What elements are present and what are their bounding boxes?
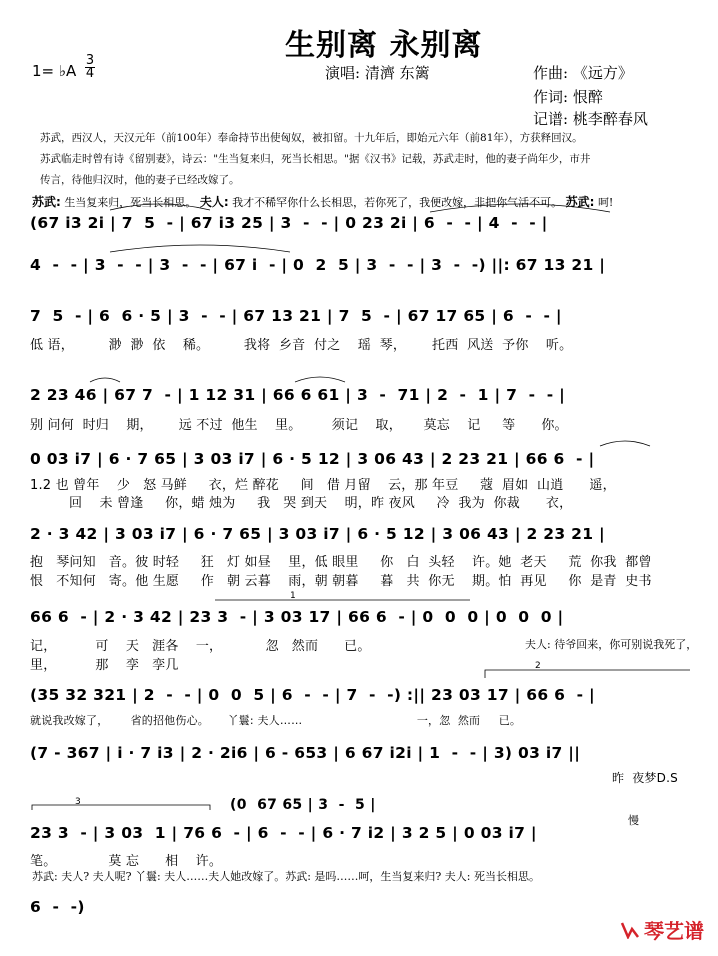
slow-mark: 慢 [628, 814, 639, 827]
transcriber-credit: 记谱: 桃李醉春风 [533, 110, 648, 128]
logo-text: 琴艺谱 [644, 919, 704, 943]
intro-line-3: 传言，待他归汉时，他的妻子已经改嫁了。 [40, 174, 240, 186]
score-line-4: 2 23 46 | 67 7 - | 1 12 31 | 66 6 61 | 3 - 71 | 2 - 1 | 7 - - | [30, 386, 566, 404]
key-signature: 1= ♭A [32, 62, 77, 80]
intro-line-1: 苏武，西汉人，天汉元年（前100年）奉命持节出使匈奴，被扣留。十九年后，即始元六年（前81年），方获释回汉。 [40, 132, 583, 144]
time-bottom: 4 [85, 66, 95, 81]
lyric-line-5b: 回 未 曾逢 你，蜡 烛为 我 哭 到天 明，昨 夜风 冷 我为 你裁 衣， [30, 496, 573, 511]
lyric-line-7b: 里， 那 孪 孪几 [30, 658, 179, 673]
lyric-line-6b: 恨 不知何 寄。他 生愿 作 朝 云暮 雨，朝 朝暮 暮 共 你无 期。怕 再见 你 是青 史书 [30, 574, 652, 589]
composer-credit: 作曲: 《远方》 [533, 64, 633, 82]
time-top: 3 [85, 53, 95, 68]
logo-icon [620, 921, 640, 939]
score-line-3: 7 5 - | 6 6 · 5 | 3 - - | 67 13 21 | 7 5 - | 67 17 65 | 6 - - | [30, 307, 562, 325]
score-line-2: 4 - - | 3 - - | 3 - - | 67 i - | 0 2 5 | 3 - - | 3 - -) ||: 67 13 21 | [30, 256, 606, 274]
speaker-suwu: 苏武: [32, 195, 61, 209]
score-line-7: 66 6 - | 2 · 3 42 | 23 3 - | 3 03 17 | 66 6 - | 0 0 0 | 0 0 0 | [30, 608, 564, 626]
score-line-5: 0 03 i7 | 6 · 7 65 | 3 03 i7 | 6 · 5 12 | 3 06 43 | 2 23 21 | 66 6 - | [30, 450, 595, 468]
score-line-1: (67 i3 2i | 7 5 - | 67 i3 25 | 3 - - | 0 23 2i | 6 - - | 4 - - | [30, 214, 548, 232]
score-line-6: 2 · 3 42 | 3 03 i7 | 6 · 7 65 | 3 03 i7 | 6 · 5 12 | 3 06 43 | 2 23 21 | [30, 525, 605, 543]
ending-dialogue: 苏武: 夫人? 夫人呢? 丫鬟: 夫人……夫人她改嫁了。苏武: 是吗……呵，生当复来归? 夫人: 死当长相思。 [32, 870, 540, 883]
volta-number: 1 [290, 591, 296, 601]
page-title: 生别离 永别离 [285, 28, 483, 63]
volta-bracket [485, 670, 690, 678]
dialogue-line: 呵! [597, 196, 614, 209]
slur [90, 378, 120, 382]
final-note: 6 - -) [30, 898, 85, 916]
slur [430, 204, 610, 212]
triplet-number: 3 [75, 797, 81, 807]
speaker-suwu: 苏武: [565, 195, 595, 209]
lyricist-credit: 作词: 恨醉 [533, 88, 603, 106]
score-line-9: (7 - 367 | i · 7 i3 | 2 · 2i6 | 6 - 653 | 6 67 i2i | 1 - - | 3) 03 i7 || [30, 744, 581, 762]
singer-credit: 演唱: 清濟 东篱 [325, 64, 430, 82]
lyric-line-5a: 1.2 也 曾年 少 怒 马鲜 衣，烂 醉花 间 借 月留 云，那 年豆 蔻 眉如 山逍 遥， [30, 478, 616, 493]
lyric-line-8: 就说我改嫁了， 省的招他伤心。 丫鬟: 夫人…… 一，忽 然而 已。 [30, 714, 522, 727]
score-line-10-upper: (0 67 65 | 3 - 5 | [230, 797, 376, 813]
lyric-line-9: 昨 夜梦D.S [612, 771, 678, 785]
slur [110, 204, 210, 210]
score-line-10: 23 3 - | 3 03 1 | 76 6 - | 6 - - | 6 · 7 i2 | 3 2 5 | 0 03 i7 | [30, 824, 537, 842]
lyric-line-10: 笔。 莫 忘 相 许。 [30, 854, 223, 869]
slur [110, 245, 290, 252]
dialogue-line: 我才不稀罕你什么长相思，若你死了，我便改嫁，非把你气活不可。 [232, 196, 563, 209]
speaker-lady: 夫人: [199, 195, 229, 209]
slur [600, 441, 650, 446]
lyric-line-6a: 抱 琴问知 音。彼 时轻 狂 灯 如昼 里，低 眼里 你 白 头轻 许。她 老天 荒 你我 都曾 [30, 555, 652, 570]
intro-line-2: 苏武临走时曾有诗《留别妻》，诗云："生当复来归，死当长相思。"据《汉书》记载，苏武走时，他的妻子尚年少，市井 [40, 153, 591, 165]
lyric-line-7a: 记， 可 天 涯各 一， 忽 然而 已。 [30, 639, 371, 654]
lyric-line-4: 别 问何 时归 期， 远 不过 他生 里。 须记 取， 莫忘 记 等 你。 [30, 418, 568, 433]
dialogue-line: 生当复来归，死当长相思。 [64, 196, 197, 209]
lady-interjection: 夫人: 待爷回来，你可别说我死了， [525, 638, 698, 651]
slur [295, 377, 345, 382]
site-logo [620, 915, 704, 944]
triplet-bracket [32, 805, 210, 810]
volta-number: 2 [535, 661, 541, 671]
lyric-line-3: 低 语， 渺 渺 依 稀。 我将 乡音 付之 瑶 琴， 托西 风送 予你 听。 [30, 338, 573, 353]
score-line-8: (35 32 321 | 2 - - | 0 0 5 | 6 - - | 7 - -) :|| 23 03 17 | 66 6 - | [30, 686, 596, 704]
